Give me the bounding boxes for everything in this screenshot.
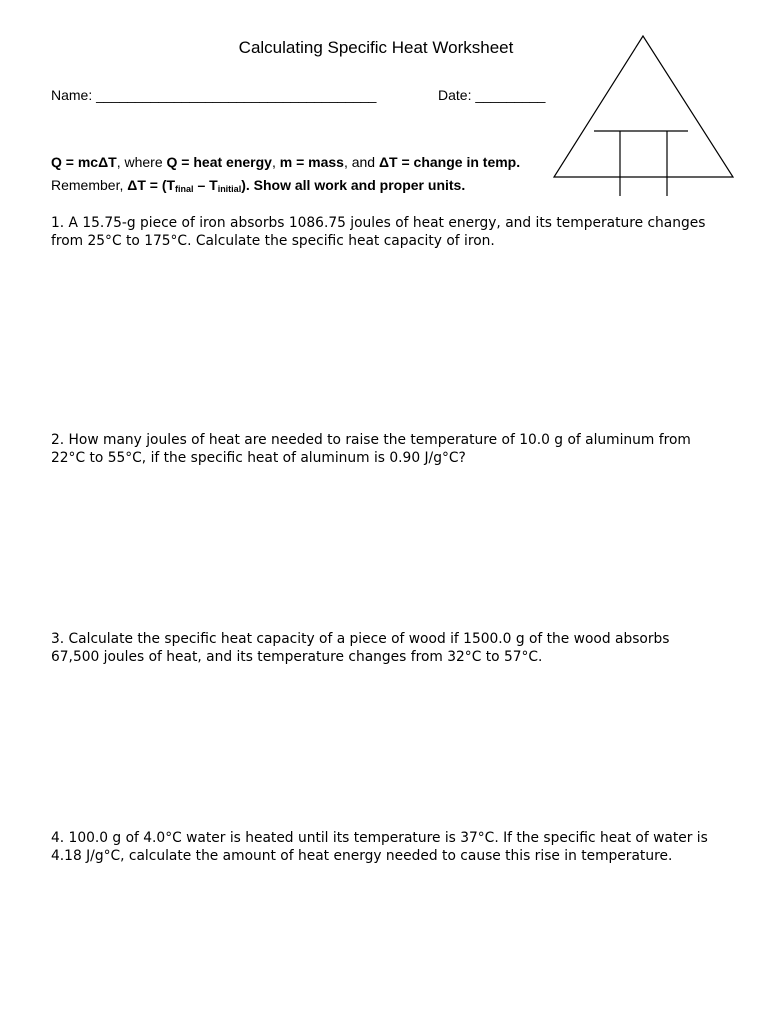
- worksheet-title: Calculating Specific Heat Worksheet: [238, 38, 514, 57]
- heat-energy-definition: Q = heat energy: [166, 154, 272, 170]
- reminder-line: Remember, $\Delta T = (T_{final} - T_{initial})$. Show all work and proper units.: [51, 177, 466, 194]
- temp-change-definition: ΔT = change in temp.: [378, 154, 521, 170]
- date-field[interactable]: Date: _________: [438, 87, 546, 103]
- question-2: 2. How many joules of heat are needed to raise the temperature of 10.0 g of aluminum from 22°C to 55°C, if the specific heat of aluminum is 0.90 J/g°C?: [51, 432, 691, 466]
- formula-equation: Q = mcΔT: [51, 154, 117, 170]
- question-4: 4. 100.0 g of 4.0°C water is heated until its temperature is 37°C. If the specific heat of water is 4.18 J/g°C, calculate the amount of heat energy needed to cause this rise in temperature.: [51, 830, 708, 864]
- formula-triangle-diagram: [548, 30, 738, 202]
- name-field[interactable]: Name: ____________________________________: [51, 87, 377, 103]
- mass-definition: m = mass: [279, 154, 344, 170]
- question-1: 1. A 15.75-g piece of iron absorbs 1086.75 joules of heat energy, and its temperature changes from 25°C to 175°C. Calculate the specific heat capacity of iron.: [51, 215, 706, 249]
- question-3: 3. Calculate the specific heat capacity of a piece of wood if 1500.0 g of the wood absorbs 67,500 joules of heat, and its temperature changes from 32°C to 57°C.: [51, 631, 670, 665]
- formula-line: Q = mcΔT, where Q = heat energy, m = mass, and ΔT = change in temp.: [51, 154, 521, 170]
